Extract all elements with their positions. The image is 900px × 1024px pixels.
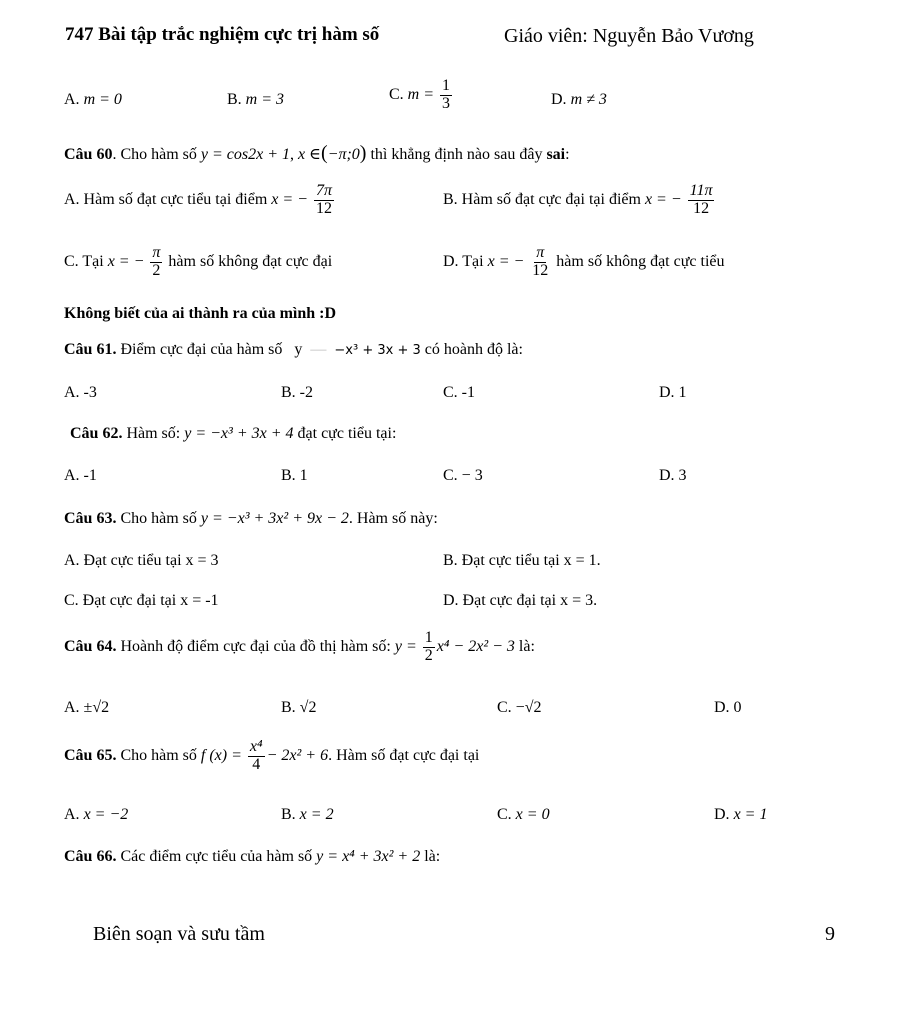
- q64-stem: Câu 64. Hoành độ điểm cực đại của đồ thị hàm số: y = $\frac{1}{2}$ x⁴ − 2x² − 3 là:: [64, 629, 535, 664]
- q60-answer-a: A. Hàm số đạt cực tiểu tại điểm x = − $\frac{7\pi}{12}$: [64, 182, 332, 217]
- q65-answer-b: B. x = 2: [281, 806, 334, 823]
- document-title: 747 Bài tập trắc nghiệm cực trị hàm số: [65, 24, 380, 45]
- q60-answer-d: D. Tại x = − $\frac{\pi}{12}$ hàm số không đạt cực tiểu: [443, 244, 725, 279]
- q65-answer-d: D. x = 1: [714, 806, 768, 823]
- q61-stem: Câu 61. Điểm cực đại của hàm số y — −x³ + 3x + 3 có hoành độ là:: [64, 341, 523, 358]
- q65-answer-a: A. x = −2: [64, 806, 129, 823]
- q61-answer-c: C. -1: [443, 384, 475, 401]
- teacher-name: Giáo viên: Nguyễn Bảo Vương: [504, 25, 754, 47]
- q61-answer-d: D. 1: [659, 384, 687, 401]
- q63-answer-d: D. Đạt cực đại tại x = 3.: [443, 592, 598, 609]
- q59-answer-d: D. m ≠ 3: [551, 91, 607, 108]
- q63-answer-c: C. Đạt cực đại tại x = -1: [64, 592, 219, 609]
- q64-answer-b: B. √2: [281, 699, 317, 716]
- q65-stem: Câu 65. Cho hàm số f (x) = $\frac{\text{x⁴}}{4}$ − 2x² + 6. Hàm số đạt cực đại tại: [64, 738, 480, 773]
- q62-answer-c: C. − 3: [443, 467, 483, 484]
- q60-stem: Câu 60. Cho hàm số y = cos2x + 1, x ∈(−π;0) thì khẳng định nào sau đây sai:: [64, 142, 570, 164]
- q62-stem: Câu 62. Hàm số: y = −x³ + 3x + 4 đạt cực tiểu tại:: [70, 425, 397, 442]
- q60-answer-b: B. Hàm số đạt cực đại tại điểm x = − $\frac{11\pi}{12}$: [443, 182, 713, 217]
- note-text: Không biết của ai thành ra của mình :D: [64, 305, 337, 322]
- page-number: 9: [825, 923, 835, 945]
- q62-answer-a: A. -1: [64, 467, 97, 484]
- q64-answer-a: A. ±√2: [64, 699, 110, 716]
- q65-answer-c: C. x = 0: [497, 806, 550, 823]
- q62-answer-d: D. 3: [659, 467, 687, 484]
- q66-stem: Câu 66. Các điểm cực tiểu của hàm số y = x⁴ + 3x² + 2 là:: [64, 848, 441, 865]
- q63-stem: Câu 63. Cho hàm số y = −x³ + 3x² + 9x − 2. Hàm số này:: [64, 510, 438, 527]
- footer-credit: Biên soạn và sưu tầm: [93, 923, 265, 945]
- q63-answer-a: A. Đạt cực tiểu tại x = 3: [64, 552, 219, 569]
- q64-answer-d: D. 0: [714, 699, 742, 716]
- q64-answer-c: C. −√2: [497, 699, 542, 716]
- q62-answer-b: B. 1: [281, 467, 308, 484]
- q59-answer-b: B. m = 3: [227, 91, 285, 108]
- q60-answer-c: C. Tại x = − $\frac{\pi}{2}$ hàm số không đạt cực đại: [64, 244, 333, 279]
- q59-answer-c: C. m = $\frac{1}{3}$: [389, 77, 451, 112]
- q61-answer-a: A. -3: [64, 384, 97, 401]
- q63-answer-b: B. Đạt cực tiểu tại x = 1.: [443, 552, 601, 569]
- q59-answer-a: A. m = 0: [64, 91, 122, 108]
- q61-answer-b: B. -2: [281, 384, 313, 401]
